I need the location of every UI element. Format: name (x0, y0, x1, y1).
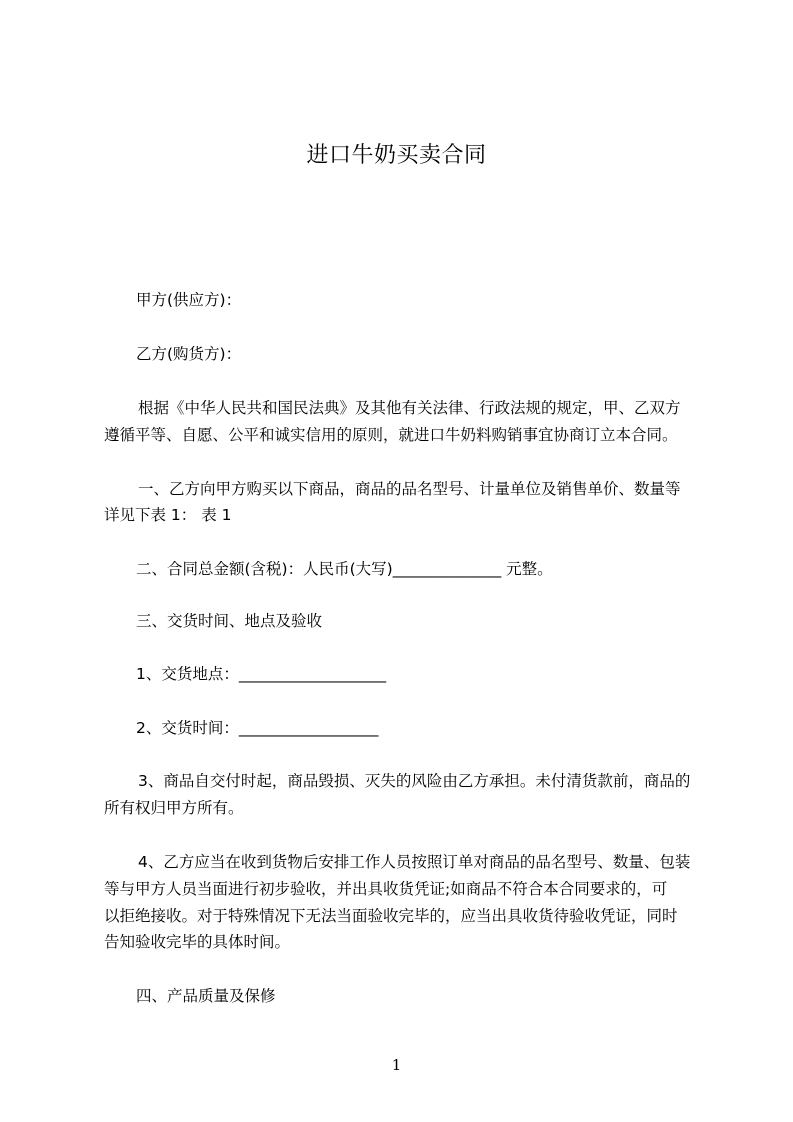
intro-line-1: 根据《中华人民共和国民法典》及其他有关法律、行政法规的规定，甲、乙双方 (138, 399, 681, 417)
clause-3-item-3-line-2: 所有权归甲方所有。 (104, 799, 244, 817)
document-title: 进口牛奶买卖合同 (306, 143, 487, 168)
clause-3-item-4-line-2: 等与甲方人员当面进行初步验收，并出具收货凭证;如商品不符合本合同要求的，可 (104, 880, 668, 898)
clause-3-item-1: 1、交货地点：___________________ (136, 665, 387, 683)
page-number: 1 (391, 1056, 402, 1074)
clause-3-item-2: 2、交货时间：__________________ (136, 719, 379, 737)
clause-3-item-4-line-4: 告知验收完毕的具体时间。 (104, 933, 291, 951)
clause-3-heading: 三、交货时间、地点及验收 (136, 612, 323, 630)
clause-4-heading: 四、产品质量及保修 (136, 987, 276, 1005)
party-b-line: 乙方(购货方)： (136, 345, 242, 363)
clause-1-line-2: 详见下表 1： 表 1 (104, 506, 232, 524)
intro-line-2: 遵循平等、自愿、公平和诚实信用的原则，就进口牛奶料购销事宜协商订立本合同。 (104, 426, 678, 444)
clause-1-line-1: 一、乙方向甲方购买以下商品，商品的品名型号、计量单位及销售单价、数量等 (138, 480, 681, 498)
clause-2-line: 二、合同总金额(含税)：人民币(大写)______________ 元整。 (136, 560, 553, 578)
clause-3-item-4-line-3: 以拒绝接收。对于特殊情况下无法当面验收完毕的，应当出具收货待验收凭证，同时 (104, 907, 678, 925)
clause-3-item-4-line-1: 4、乙方应当在收到货物后安排工作人员按照订单对商品的品名型号、数量、包装 (138, 853, 691, 871)
party-a-line: 甲方(供应方)： (136, 291, 242, 309)
clause-3-item-3-line-1: 3、商品自交付时起，商品毁损、灭失的风险由乙方承担。未付清货款前，商品的 (138, 772, 691, 790)
